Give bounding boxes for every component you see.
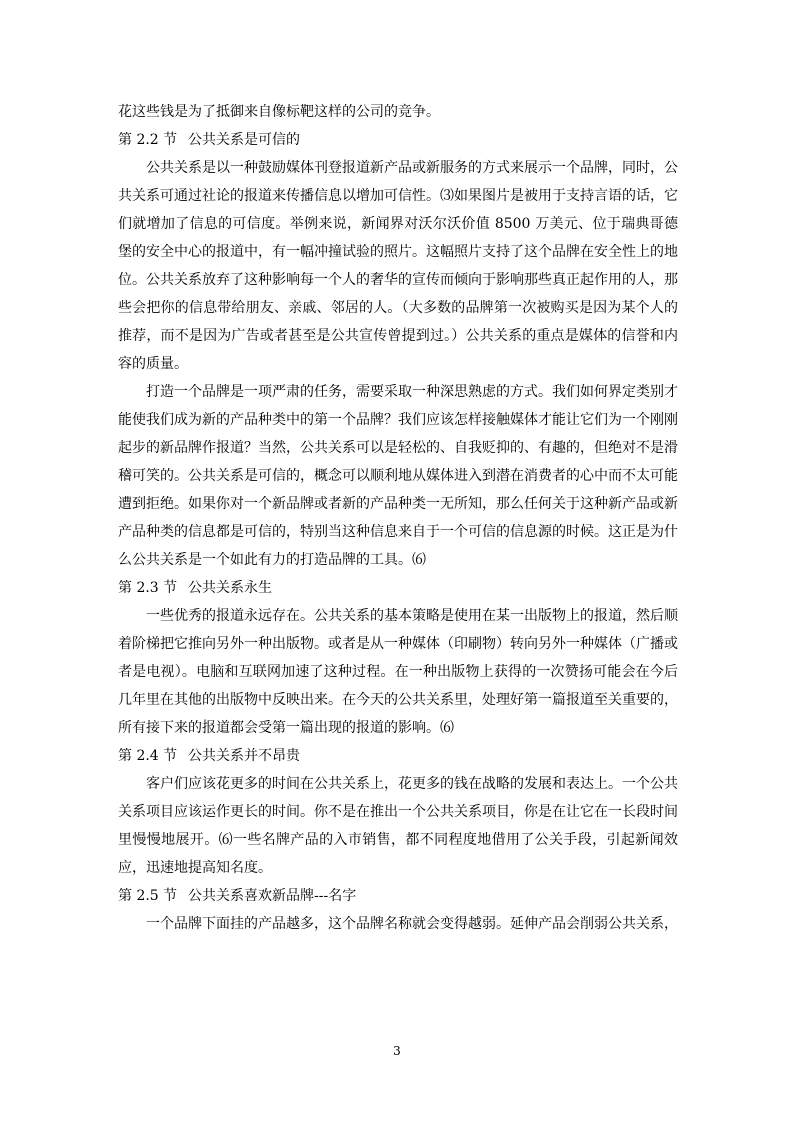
section-heading-2-5: [118, 882, 678, 910]
continued-paragraph: 花这些钱是为了抵御来自像标靶这样的公司的竞争。: [118, 104, 440, 120]
page-number: 3: [393, 1044, 401, 1058]
section-heading-2-2: [118, 126, 678, 154]
paragraph: 打造一个品牌是一项严肃的任务，需要采取一种深思熟虑的方式。我们如何界定类别才能使我们成为新的产品种类中的第一个品牌？我们应该怎样接触媒体才能让它们为一个刚刚起步的新品牌作报道？当然，公共关系可以是轻松的、自我贬抑的、有趣的，但绝对不是滑稽可笑的。公共关系是可信的，概念可以顺利地从媒体进入到潜在消费者的心中而不太可能遭到拒绝。如果你对一个新品牌或者新的产品种类一无所知，那么任何关于这种新产品或新产品种类的信息都是可信的，特别当这种信息来自于一个可信的信息源的时候。这正是为什么公共关系是一个如此有力的打造品牌的工具。⑹: [118, 384, 678, 568]
section-number: 第 2.4 节: [118, 748, 178, 764]
section-heading-2-4: [118, 742, 678, 770]
section-title: 公共关系喜欢新品牌---名字: [188, 888, 357, 904]
section-number: 第 2.5 节: [118, 888, 178, 904]
section-heading-2-3: [118, 574, 678, 602]
paragraph: 一个品牌下面挂的产品越多，这个品牌名称就会变得越弱。延伸产品会削弱公共关系，: [146, 916, 678, 932]
section-number: 第 2.3 节: [118, 580, 178, 596]
section-title: 公共关系是可信的: [188, 132, 300, 148]
section-title: 公共关系并不昂贵: [188, 748, 300, 764]
paragraph: 公共关系是以一种鼓励媒体刊登报道新产品或新服务的方式来展示一个品牌，同时，公共关系可通过社论的报道来传播信息以增加可信性。⑶如果图片是被用于支持言语的话，它们就增加了信息的可信度。举例来说，新闻界对沃尔沃价值 8500 万美元、位于瑞典哥德堡的安全中心的报道中，有一幅冲撞试验的照片。这幅照片支持了这个品牌在安全性上的地位。公共关系放弃了这种影响每一个人的奢华的宣传而倾向于影响那些真正起作用的人，那些会把你的信息带给朋友、亲戚、邻居的人。（大多数的品牌第一次被购买是因为某个人的推荐，而不是因为广告或者甚至是公共宣传曾提到过。）公共关系的重点是媒体的信誉和内容的质量。: [118, 160, 678, 372]
paragraph: 客户们应该花更多的时间在公共关系上，花更多的钱在战略的发展和表达上。一个公共关系项目应该运作更长的时间。你不是在推出一个公共关系项目，你是在让它在一长段时间里慢慢地展开。⑹一些名牌产品的入市销售，都不同程度地借用了公关手段，引起新闻效应，迅速地提高知名度。: [118, 776, 678, 876]
page-content: [118, 98, 678, 938]
paragraph: 一些优秀的报道永远存在。公共关系的基本策略是使用在某一出版物上的报道，然后顺着阶梯把它推向另外一种出版物。或者是从一种媒体（印刷物）转向另外一种媒体（广播或者是电视）。电脑和互联网加速了这种过程。在一种出版物上获得的一次赞扬可能会在今后几年里在其他的出版物中反映出来。在今天的公共关系里，处理好第一篇报道至关重要的，所有接下来的报道都会受第一篇出现的报道的影响。⑹: [118, 608, 678, 736]
section-number: 第 2.2 节: [118, 132, 178, 148]
section-title: 公共关系永生: [188, 580, 272, 596]
